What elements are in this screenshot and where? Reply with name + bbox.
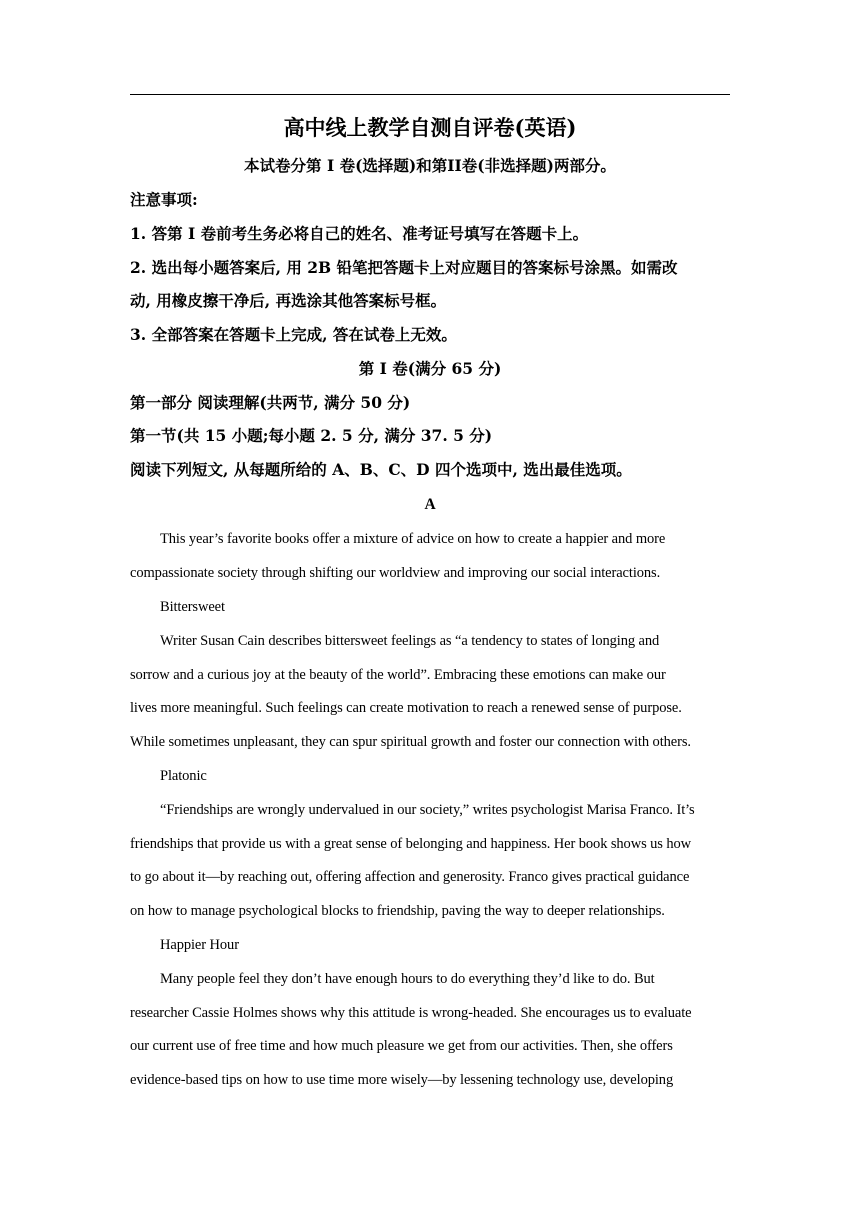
- book-text-line: on how to manage psychological blocks to friendship, paving the way to deeper relationships.: [130, 903, 665, 919]
- notice-heading: 注意事项:: [130, 190, 198, 209]
- subsection-title: 第一节(共 15 小题;每小题 2. 5 分, 满分 37. 5 分): [130, 426, 493, 445]
- book-text-line: researcher Cassie Holmes shows why this attitude is wrong-headed. She encourages us to evaluate: [130, 1005, 692, 1021]
- book-title-bittersweet: Bittersweet: [160, 599, 225, 615]
- book-text-line: “Friendships are wrongly undervalued in our society,” writes psychologist Marisa Franco. It’s: [160, 802, 695, 818]
- volume-title: 第 I 卷(满分 65 分): [358, 359, 502, 378]
- exam-title: 高中线上教学自测自评卷(英语): [283, 115, 577, 140]
- book-text-line: sorrow and a curious joy at the beauty of the world”. Embracing these emotions can make our: [130, 667, 666, 683]
- passage-intro-line: compassionate society through shifting our worldview and improving our social interactions.: [130, 565, 661, 581]
- passage-intro-line: This year’s favorite books offer a mixture of advice on how to create a happier and more: [160, 531, 666, 547]
- notice-item-1: 1. 答第 I 卷前考生务必将自己的姓名、准考证号填写在答题卡上。: [130, 224, 589, 243]
- book-text-line: While sometimes unpleasant, they can spur spiritual growth and foster our connection with others.: [130, 734, 691, 750]
- book-text-line: our current use of free time and how much pleasure we get from our activities. Then, she offers: [130, 1038, 673, 1054]
- part-title: 第一部分 阅读理解(共两节, 满分 50 分): [130, 393, 411, 412]
- header-rule: [130, 94, 730, 95]
- notice-item-2-continued: 动, 用橡皮擦干净后, 再选涂其他答案标号框。: [130, 291, 447, 310]
- exam-subtitle: 本试卷分第 I 卷(选择题)和第II卷(非选择题)两部分。: [244, 156, 616, 175]
- book-text-line: evidence-based tips on how to use time more wisely—by lessening technology use, developing: [130, 1072, 674, 1088]
- book-title-platonic: Platonic: [160, 768, 207, 784]
- book-text-line: lives more meaningful. Such feelings can create motivation to reach a renewed sense of purpose.: [130, 700, 682, 716]
- reading-instruction: 阅读下列短文, 从每题所给的 A、B、C、D 四个选项中, 选出最佳选项。: [130, 460, 632, 479]
- book-text-line: Writer Susan Cain describes bittersweet feelings as “a tendency to states of longing and: [160, 633, 660, 649]
- book-text-line: Many people feel they don’t have enough hours to do everything they’d like to do. But: [160, 971, 655, 987]
- book-text-line: friendships that provide us with a great sense of belonging and happiness. Her book shows us how: [130, 836, 692, 852]
- passage-label: A: [424, 496, 436, 513]
- notice-item-3: 3. 全部答案在答题卡上完成, 答在试卷上无效。: [130, 325, 457, 344]
- book-text-line: to go about it—by reaching out, offering affection and generosity. Franco gives practical guidance: [130, 869, 690, 885]
- book-title-happier-hour: Happier Hour: [160, 937, 239, 953]
- notice-item-2: 2. 选出每小题答案后, 用 2B 铅笔把答题卡上对应题目的答案标号涂黑。如需改: [130, 258, 678, 277]
